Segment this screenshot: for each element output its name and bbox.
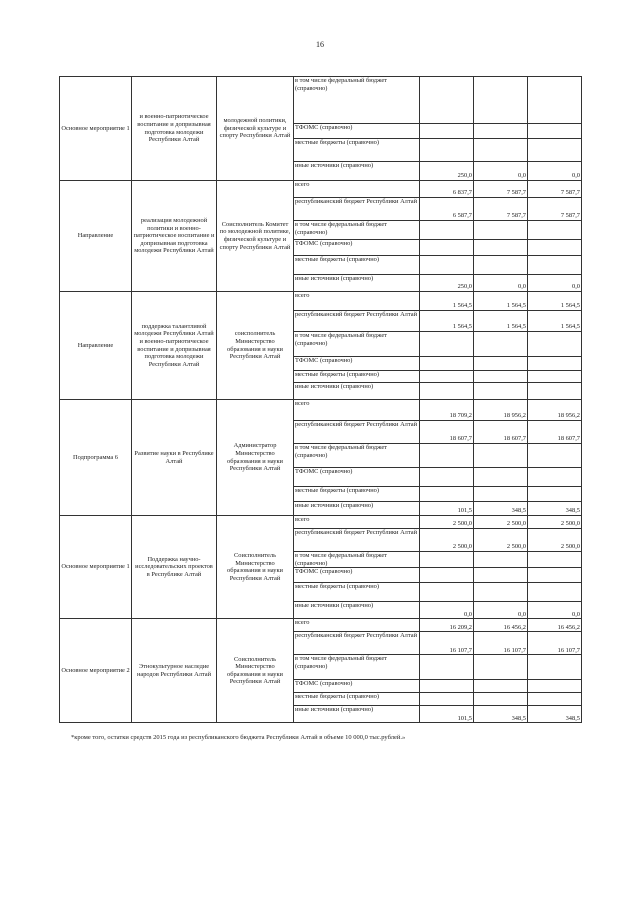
funding-source-cell: местные бюджеты (справочно) [294, 139, 420, 162]
amount-cell: 1 564,5 [420, 292, 474, 311]
amount-cell: 16 107,7 [474, 632, 528, 655]
funding-source-cell: ТФОМС (справочно) [294, 468, 420, 487]
amount-cell [420, 221, 474, 240]
amount-cell: 18 956,2 [474, 400, 528, 421]
amount-cell [528, 655, 582, 680]
amount-cell: 250,0 [420, 162, 474, 181]
funding-source-cell: местные бюджеты (справочно) [294, 693, 420, 706]
amount-cell [420, 552, 474, 568]
amount-cell [420, 468, 474, 487]
amount-cell: 101,5 [420, 706, 474, 723]
amount-cell: 7 587,7 [528, 181, 582, 198]
amount-cell: 348,5 [528, 706, 582, 723]
amount-cell [474, 383, 528, 400]
amount-cell [474, 357, 528, 371]
amount-cell: 7 587,7 [474, 181, 528, 198]
amount-cell [474, 552, 528, 568]
amount-cell [420, 444, 474, 468]
amount-cell: 1 564,5 [528, 311, 582, 332]
amount-cell [528, 77, 582, 124]
funding-source-cell: всего [294, 400, 420, 421]
amount-cell [420, 487, 474, 502]
amount-cell [474, 583, 528, 602]
amount-cell [528, 680, 582, 693]
amount-cell [474, 487, 528, 502]
funding-source-cell: ТФОМС (справочно) [294, 124, 420, 139]
amount-cell [474, 444, 528, 468]
amount-cell [474, 568, 528, 583]
amount-cell [474, 655, 528, 680]
funding-source-cell: в том числе федеральный бюджет (справочно) [294, 77, 420, 124]
amount-cell [528, 240, 582, 256]
amount-cell [528, 357, 582, 371]
amount-cell: 0,0 [528, 162, 582, 181]
funding-source-cell: всего [294, 181, 420, 198]
section-executor-cell: молодежной политики, физической культуре и спорту Республики Алтай [217, 77, 294, 181]
page-number: 16 [316, 40, 324, 49]
funding-source-cell: местные бюджеты (справочно) [294, 583, 420, 602]
table-row [60, 619, 582, 632]
amount-cell: 18 607,7 [528, 421, 582, 444]
section-name-cell: реализация молодежной политики и военно-патриотическое воспитание и допризывная подготовка молодежи Республики Алтай [132, 181, 217, 292]
funding-source-cell: всего [294, 516, 420, 529]
amount-cell: 7 587,7 [528, 198, 582, 221]
amount-cell [528, 444, 582, 468]
amount-cell [474, 680, 528, 693]
amount-cell [528, 221, 582, 240]
funding-source-cell: республиканский бюджет Республики Алтай [294, 311, 420, 332]
amount-cell: 16 209,2 [420, 619, 474, 632]
footnote: *кроме того, остатки средств 2015 года из республиканского бюджета Республики Алтай в объеме 10 000,0 тыс.рублей.» [71, 734, 406, 741]
amount-cell [474, 139, 528, 162]
amount-cell [528, 552, 582, 568]
amount-cell [528, 468, 582, 487]
section-level-cell: Направление [60, 292, 132, 400]
amount-cell: 6 587,7 [420, 198, 474, 221]
budget-table [59, 76, 582, 723]
section-level-cell: Основное мероприятие 2 [60, 619, 132, 723]
amount-cell [420, 693, 474, 706]
amount-cell: 2 500,0 [420, 529, 474, 552]
amount-cell [528, 487, 582, 502]
table-row [60, 292, 582, 311]
amount-cell: 16 107,7 [420, 632, 474, 655]
funding-source-cell: ТФОМС (справочно) [294, 680, 420, 693]
funding-source-cell: республиканский бюджет Республики Алтай [294, 198, 420, 221]
table-row [60, 77, 582, 124]
funding-source-cell: в том числе федеральный бюджет (справочно) [294, 221, 420, 240]
funding-source-cell: местные бюджеты (справочно) [294, 371, 420, 383]
section-level-cell: Подпрограмма 6 [60, 400, 132, 516]
section-level-cell: Направление [60, 181, 132, 292]
amount-cell: 18 607,7 [474, 421, 528, 444]
section-name-cell: Этнокультурное наследие народов Республики Алтай [132, 619, 217, 723]
amount-cell [528, 139, 582, 162]
section-executor-cell: Администратор Министерство образования и науки Республики Алтай [217, 400, 294, 516]
amount-cell [528, 568, 582, 583]
amount-cell [420, 383, 474, 400]
amount-cell: 348,5 [528, 502, 582, 516]
funding-source-cell: республиканский бюджет Республики Алтай [294, 529, 420, 552]
funding-source-cell: в том числе федеральный бюджет (справочно) [294, 655, 420, 680]
section-executor-cell: Соисполнитель Министерство образования и науки Республики Алтай [217, 516, 294, 619]
amount-cell [420, 568, 474, 583]
table-row [60, 516, 582, 529]
funding-source-cell: в том числе федеральный бюджет (справочно) [294, 332, 420, 357]
amount-cell: 250,0 [420, 275, 474, 292]
section-name-cell: и военно-патриотическое воспитание и допризывная подготовка молодежи Республики Алтай [132, 77, 217, 181]
amount-cell: 2 500,0 [420, 516, 474, 529]
amount-cell [420, 139, 474, 162]
amount-cell [528, 256, 582, 275]
section-executor-cell: соисполнитель Министерство образования и науки Республики Алтай [217, 292, 294, 400]
amount-cell [528, 124, 582, 139]
amount-cell [528, 583, 582, 602]
funding-source-cell: в том числе федеральный бюджет (справочно) [294, 444, 420, 468]
amount-cell: 1 564,5 [528, 292, 582, 311]
section-level-cell: Основное мероприятие 1 [60, 77, 132, 181]
amount-cell [474, 371, 528, 383]
amount-cell [528, 693, 582, 706]
amount-cell: 0,0 [474, 275, 528, 292]
amount-cell: 348,5 [474, 502, 528, 516]
amount-cell [474, 221, 528, 240]
amount-cell [474, 468, 528, 487]
amount-cell: 348,5 [474, 706, 528, 723]
amount-cell [420, 680, 474, 693]
amount-cell [474, 77, 528, 124]
amount-cell [474, 124, 528, 139]
funding-source-cell: иные источники (справочно) [294, 602, 420, 619]
amount-cell: 2 500,0 [528, 529, 582, 552]
amount-cell: 16 456,2 [528, 619, 582, 632]
amount-cell [420, 371, 474, 383]
amount-cell: 0,0 [528, 275, 582, 292]
funding-source-cell: в том числе федеральный бюджет (справочно) [294, 552, 420, 568]
section-level-cell: Основное мероприятие 1 [60, 516, 132, 619]
amount-cell: 16 107,7 [528, 632, 582, 655]
funding-source-cell: местные бюджеты (справочно) [294, 256, 420, 275]
amount-cell [420, 357, 474, 371]
amount-cell [420, 77, 474, 124]
amount-cell [474, 256, 528, 275]
section-executor-cell: Соисполнитель Министерство образования и науки Республики Алтай [217, 619, 294, 723]
funding-source-cell: иные источники (справочно) [294, 502, 420, 516]
amount-cell [420, 583, 474, 602]
funding-source-cell: иные источники (справочно) [294, 383, 420, 400]
amount-cell: 18 956,2 [528, 400, 582, 421]
amount-cell: 16 456,2 [474, 619, 528, 632]
amount-cell [420, 256, 474, 275]
amount-cell [420, 124, 474, 139]
amount-cell [474, 693, 528, 706]
funding-source-cell: всего [294, 292, 420, 311]
funding-source-cell: иные источники (справочно) [294, 706, 420, 723]
section-name-cell: Поддержка научно-исследовательских проектов в Республике Алтай [132, 516, 217, 619]
amount-cell [420, 240, 474, 256]
table-row [60, 181, 582, 198]
amount-cell: 2 500,0 [528, 516, 582, 529]
amount-cell [420, 332, 474, 357]
funding-source-cell: республиканский бюджет Республики Алтай [294, 421, 420, 444]
amount-cell [528, 332, 582, 357]
funding-source-cell: всего [294, 619, 420, 632]
section-name-cell: Развитие науки в Республике Алтай [132, 400, 217, 516]
amount-cell: 2 500,0 [474, 516, 528, 529]
amount-cell: 0,0 [474, 602, 528, 619]
amount-cell [474, 332, 528, 357]
section-executor-cell: Соисполнитель Комитет по молодежной политике, физической культуре и спорту Республики Алтай [217, 181, 294, 292]
section-name-cell: поддержка талантливой молодежи Республики Алтай и военно-патриотическое воспитание и допризывная подготовка молодежи Республики Алтай [132, 292, 217, 400]
table-row [60, 400, 582, 421]
amount-cell: 1 564,5 [474, 292, 528, 311]
amount-cell: 7 587,7 [474, 198, 528, 221]
funding-source-cell: ТФОМС (справочно) [294, 357, 420, 371]
funding-source-cell: иные источники (справочно) [294, 162, 420, 181]
amount-cell [420, 655, 474, 680]
amount-cell: 6 837,7 [420, 181, 474, 198]
amount-cell: 2 500,0 [474, 529, 528, 552]
amount-cell: 0,0 [474, 162, 528, 181]
amount-cell: 1 564,5 [474, 311, 528, 332]
funding-source-cell: республиканский бюджет Республики Алтай [294, 632, 420, 655]
amount-cell: 1 564,5 [420, 311, 474, 332]
amount-cell [528, 371, 582, 383]
amount-cell: 18 709,2 [420, 400, 474, 421]
funding-source-cell: ТФОМС (справочно) [294, 240, 420, 256]
amount-cell [474, 240, 528, 256]
funding-source-cell: ТФОМС (справочно) [294, 568, 420, 583]
funding-source-cell: местные бюджеты (справочно) [294, 487, 420, 502]
amount-cell [528, 383, 582, 400]
funding-source-cell: иные источники (справочно) [294, 275, 420, 292]
amount-cell: 18 607,7 [420, 421, 474, 444]
amount-cell: 0,0 [528, 602, 582, 619]
amount-cell: 0,0 [420, 602, 474, 619]
amount-cell: 101,5 [420, 502, 474, 516]
